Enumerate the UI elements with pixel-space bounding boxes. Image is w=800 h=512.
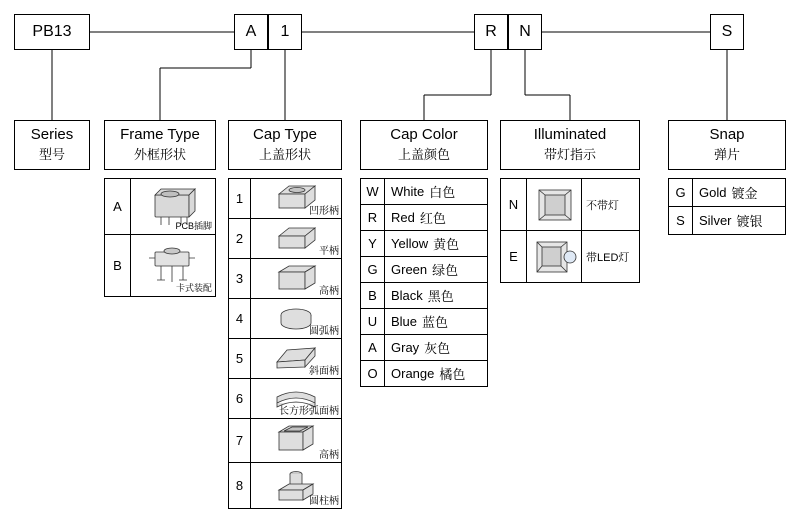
- code-box-series[interactable]: [14, 14, 90, 50]
- code-box-cap-color[interactable]: [474, 14, 508, 50]
- color-cn-b: 黑色: [427, 289, 454, 304]
- color-cn-w: 白色: [429, 185, 456, 200]
- color-en-o: Orange: [391, 366, 435, 381]
- snap-table: [668, 178, 786, 235]
- color-cn-u: 蓝色: [422, 315, 449, 330]
- cap-label-4: 圆弧柄: [309, 326, 339, 337]
- color-text-b: [385, 283, 487, 308]
- color-text-u: [385, 309, 487, 334]
- frame-image-b: [131, 235, 215, 296]
- header-cap-color-en: Cap Color: [390, 126, 458, 143]
- header-snap-cn: 弹片: [713, 147, 740, 162]
- frame-image-a: [131, 179, 215, 234]
- cap-code-3: 3: [229, 259, 251, 298]
- color-code-o: O: [361, 361, 385, 386]
- frame-label-b: 卡式装配: [175, 283, 212, 293]
- snap-en-g: Gold: [699, 185, 727, 200]
- color-code-w: W: [361, 179, 385, 204]
- code-text: N: [519, 23, 531, 40]
- frame-code-b: B: [105, 235, 131, 296]
- table-row[interactable]: [229, 379, 341, 419]
- color-en-r: Red: [391, 210, 415, 225]
- table-row[interactable]: [361, 283, 487, 309]
- cap-code-5: 5: [229, 339, 251, 378]
- color-cn-o: 橘色: [439, 367, 466, 382]
- cap-image-7: [251, 419, 341, 462]
- header-series: [14, 120, 90, 170]
- frame-label-a: PCB插脚: [175, 221, 212, 231]
- ill-image-n: [527, 179, 582, 230]
- header-cap-color-cn: 上盖颜色: [397, 147, 450, 162]
- header-illuminated-cn: 带灯指示: [543, 147, 596, 162]
- color-text-g: [385, 257, 487, 282]
- cap-label-1: 凹形柄: [309, 206, 339, 217]
- table-row[interactable]: [229, 299, 341, 339]
- table-row[interactable]: [361, 361, 487, 387]
- table-row[interactable]: [229, 463, 341, 509]
- header-cap-type: [228, 120, 342, 170]
- code-box-snap[interactable]: [710, 14, 744, 50]
- cap-label-5: 斜面柄: [309, 366, 339, 377]
- header-illuminated-en: Illuminated: [533, 126, 607, 143]
- ill-code-n: N: [501, 179, 527, 230]
- cap-image-6: [251, 379, 341, 418]
- table-row[interactable]: [229, 259, 341, 299]
- cap-image-3: [251, 259, 341, 298]
- cap-code-4: 4: [229, 299, 251, 338]
- color-en-u: Blue: [391, 314, 418, 329]
- cap-label-8: 圆柱柄: [309, 496, 339, 507]
- code-box-illuminated[interactable]: [508, 14, 542, 50]
- snap-text-s: [693, 207, 785, 234]
- color-en-b: Black: [391, 288, 423, 303]
- table-row[interactable]: [229, 179, 341, 219]
- header-series-en: Series: [30, 126, 74, 143]
- table-row[interactable]: [361, 257, 487, 283]
- table-row[interactable]: [229, 219, 341, 259]
- switch-no-led-icon: [529, 182, 581, 228]
- cap-label-3: 高柄: [319, 286, 339, 297]
- code-text: A: [245, 23, 257, 40]
- ill-image-e: [527, 231, 582, 282]
- table-row[interactable]: [105, 179, 215, 235]
- switch-led-icon: [529, 234, 581, 280]
- table-row[interactable]: [501, 179, 639, 231]
- cap-code-2: 2: [229, 219, 251, 258]
- color-text-w: [385, 179, 487, 204]
- ill-label-e: 带LED灯: [586, 251, 630, 264]
- header-snap-en: Snap: [709, 126, 745, 143]
- cap-image-5: [251, 339, 341, 378]
- snap-en-s: Silver: [699, 213, 732, 228]
- color-code-r: R: [361, 205, 385, 230]
- cap-image-1: [251, 179, 341, 218]
- frame-code-a: A: [105, 179, 131, 234]
- table-row[interactable]: [501, 231, 639, 283]
- color-text-o: [385, 361, 487, 386]
- color-text-y: [385, 231, 487, 256]
- table-row[interactable]: [105, 235, 215, 297]
- color-cn-r: 红色: [419, 211, 446, 226]
- code-text: R: [485, 23, 497, 40]
- color-en-g: Green: [391, 262, 428, 277]
- cap-code-7: 7: [229, 419, 251, 462]
- color-code-y: Y: [361, 231, 385, 256]
- code-box-cap-type[interactable]: [268, 14, 302, 50]
- snap-cn-s: 镀银: [736, 214, 763, 229]
- table-row[interactable]: [669, 207, 785, 235]
- header-frame-type-cn: 外框形状: [133, 147, 186, 162]
- table-row[interactable]: [669, 179, 785, 207]
- illuminated-table: [500, 178, 640, 283]
- cap-code-1: 1: [229, 179, 251, 218]
- header-cap-color: [360, 120, 488, 170]
- color-code-a: A: [361, 335, 385, 360]
- header-series-cn: 型号: [38, 147, 65, 162]
- cap-label-7: 高柄: [319, 450, 339, 461]
- cap-tall-icon: [265, 262, 327, 296]
- table-row[interactable]: [361, 205, 487, 231]
- ill-label-n: 不带灯: [586, 199, 619, 212]
- code-text: S: [721, 23, 733, 40]
- color-cn-a: 灰色: [424, 341, 451, 356]
- code-text: 1: [280, 23, 290, 40]
- header-cap-type-cn: 上盖形状: [258, 147, 311, 162]
- color-en-a: Gray: [391, 340, 420, 355]
- color-code-g: G: [361, 257, 385, 282]
- color-code-b: B: [361, 283, 385, 308]
- table-row[interactable]: [361, 309, 487, 335]
- color-code-u: U: [361, 309, 385, 334]
- snap-cn-g: 镀金: [731, 186, 758, 201]
- snap-code-g: G: [669, 179, 693, 206]
- table-row[interactable]: [361, 179, 487, 205]
- color-cn-y: 黄色: [433, 237, 460, 252]
- cap-image-8: [251, 463, 341, 508]
- color-text-r: [385, 205, 487, 230]
- ill-code-e: E: [501, 231, 527, 282]
- cap-image-2: [251, 219, 341, 258]
- header-frame-type-en: Frame Type: [120, 126, 200, 143]
- table-row[interactable]: [361, 335, 487, 361]
- cap-tall2-icon: [265, 422, 327, 460]
- code-box-frame[interactable]: [234, 14, 268, 50]
- color-en-y: Yellow: [391, 236, 429, 251]
- header-illuminated: [500, 120, 640, 170]
- cap-code-6: 6: [229, 379, 251, 418]
- table-row[interactable]: [361, 231, 487, 257]
- code-text: PB13: [32, 23, 72, 40]
- color-en-w: White: [391, 184, 425, 199]
- snap-text-g: [693, 179, 785, 206]
- cap-label-6: 长方形弧面柄: [279, 406, 339, 417]
- header-frame-type: [104, 120, 216, 170]
- header-snap: [668, 120, 786, 170]
- table-row[interactable]: [229, 419, 341, 463]
- cap-code-8: 8: [229, 463, 251, 508]
- cap-label-2: 平柄: [319, 246, 339, 257]
- cap-flat-icon: [265, 222, 327, 256]
- snap-code-s: S: [669, 207, 693, 234]
- table-row[interactable]: [229, 339, 341, 379]
- cap-image-4: [251, 299, 341, 338]
- cap-color-table: [360, 178, 488, 387]
- frame-type-table: [104, 178, 216, 297]
- color-cn-g: 绿色: [432, 263, 459, 278]
- header-cap-type-en: Cap Type: [253, 126, 317, 143]
- color-text-a: [385, 335, 487, 360]
- cap-type-table: [228, 178, 342, 509]
